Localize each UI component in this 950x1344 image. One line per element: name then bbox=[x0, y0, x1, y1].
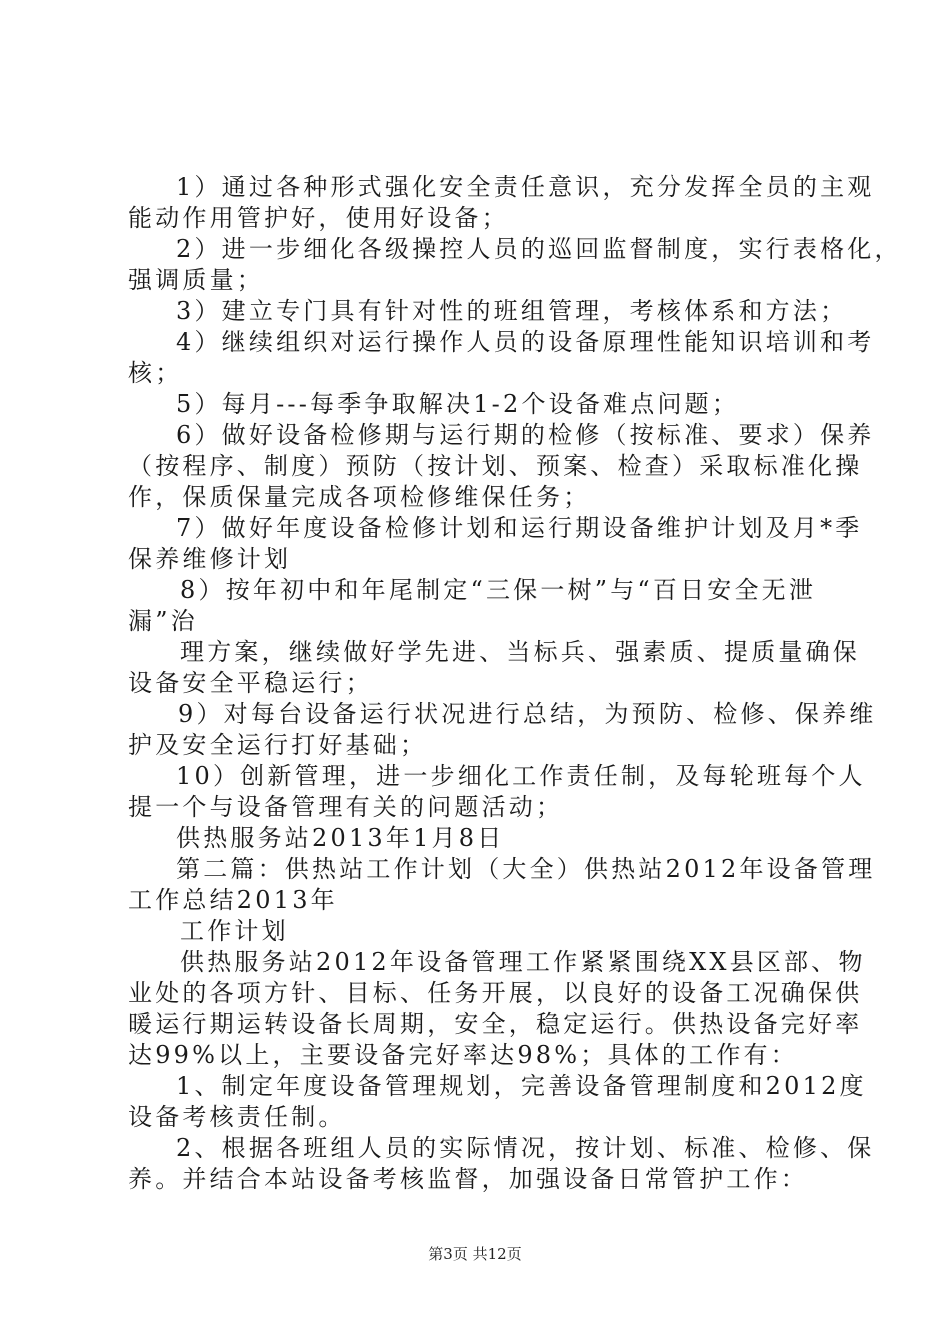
text-line: 供热服务站2012年设备管理工作紧紧围绕XX县区部、物 bbox=[180, 948, 866, 976]
document-body bbox=[128, 172, 902, 1195]
text-line: 第二篇：供热站工作计划（大全）供热站2012年设备管理 bbox=[176, 855, 876, 883]
text-line: 护及安全运行打好基础； bbox=[128, 731, 428, 759]
text-line: 1、制定年度设备管理规划，完善设备管理制度和2012度 bbox=[176, 1072, 867, 1100]
text-line: 作，保质保量完成各项检修维保任务； bbox=[128, 483, 591, 511]
text-line: 工作总结2013年 bbox=[128, 886, 338, 914]
text-line: 业处的各项方针、目标、任务开展，以良好的设备工况确保供 bbox=[128, 979, 863, 1007]
text-line: 3）建立专门具有针对性的班组管理，考核体系和方法； bbox=[176, 297, 848, 325]
text-line: 2）进一步细化各级操控人员的巡回监督制度，实行表格化， bbox=[176, 235, 902, 263]
text-line: 保养维修计划 bbox=[128, 545, 292, 573]
text-line: 核； bbox=[128, 359, 183, 387]
text-line: 设备考核责任制。 bbox=[128, 1103, 346, 1131]
text-line: 设备安全平稳运行； bbox=[128, 669, 373, 697]
text-line: 强调质量； bbox=[128, 266, 264, 294]
text-line: 工作计划 bbox=[180, 917, 289, 945]
text-line: 养。并结合本站设备考核监督，加强设备日常管护工作： bbox=[128, 1165, 808, 1193]
text-line: 能动作用管护好，使用好设备； bbox=[128, 204, 509, 232]
text-line: 10）创新管理，进一步细化工作责任制，及每轮班每个人 bbox=[176, 762, 866, 790]
text-line: 7）做好年度设备检修计划和运行期设备维护计划及月*季 bbox=[176, 514, 863, 542]
text-line: 供热服务站2013年1月8日 bbox=[176, 824, 505, 852]
text-line: 漏”治 bbox=[128, 607, 198, 635]
text-line: 提一个与设备管理有关的问题活动； bbox=[128, 793, 564, 821]
text-line: 理方案，继续做好学先进、当标兵、强素质、提质量确保 bbox=[180, 638, 860, 666]
text-line: 达99%以上，主要设备完好率达98%；具体的工作有： bbox=[128, 1041, 798, 1069]
text-line: 1）通过各种形式强化安全责任意识，充分发挥全员的主观 bbox=[176, 173, 875, 201]
text-line: 9）对每台设备运行状况进行总结，为预防、检修、保养维 bbox=[178, 700, 877, 728]
text-line: 5）每月---每季争取解决1-2个设备难点问题； bbox=[176, 390, 740, 418]
text-line: 8）按年初中和年尾制定“三保一树”与“百日安全无泄 bbox=[180, 576, 817, 604]
text-line: 2、根据各班组人员的实际情况，按计划、标准、检修、保 bbox=[176, 1134, 875, 1162]
page-footer: 第3页 共12页 bbox=[428, 1245, 522, 1263]
text-line: 6）做好设备检修期与运行期的检修（按标准、要求）保养 bbox=[176, 421, 875, 449]
text-line: 4）继续组织对运行操作人员的设备原理性能知识培训和考 bbox=[176, 328, 875, 356]
text-line: 暖运行期运转设备长周期，安全，稳定运行。供热设备完好率 bbox=[128, 1010, 863, 1038]
text-line: （按程序、制度）预防（按计划、预案、检查）采取标准化操 bbox=[128, 452, 863, 480]
